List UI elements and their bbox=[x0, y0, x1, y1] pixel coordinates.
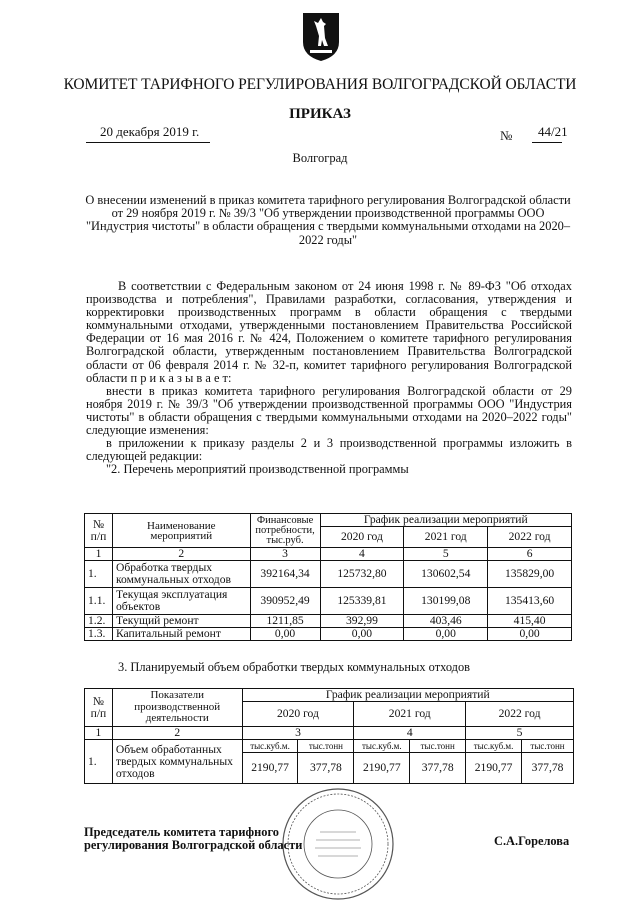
table-row bbox=[85, 628, 572, 641]
col-header-schedule: График реализации мероприятий bbox=[320, 514, 571, 527]
value-2021-m3: 2190,77 bbox=[354, 753, 410, 784]
document-body bbox=[86, 280, 572, 476]
row-2021: 130602,54 bbox=[404, 561, 488, 588]
row-name: Обработка твердых коммунальных отходов bbox=[112, 561, 250, 588]
col-number: 1 bbox=[85, 548, 113, 561]
unit-m3: тыс.куб.м. bbox=[466, 740, 522, 753]
section-2-title: "2. Перечень мероприятий производственной программы bbox=[106, 462, 409, 477]
date-underline bbox=[86, 142, 210, 143]
col-header-indicator: Показатели производственной деятельности bbox=[112, 689, 242, 727]
row-2020: 125339,81 bbox=[320, 588, 404, 615]
col-number: 5 bbox=[404, 548, 488, 561]
coat-of-arms-emblem bbox=[302, 12, 340, 62]
row-num: 1. bbox=[85, 561, 113, 588]
col-number: 1 bbox=[85, 727, 113, 740]
point-1-paragraph: внести в приказ комитета тарифного регулирования Волгоградской области от 29 ноября 2019 г. № 39/3 "Об утверждении производственной программы ООО "Индустрия чистоты" в области обращения с твердыми коммунальными отходами на 2020–2022 годы" следующие изменения: bbox=[86, 383, 572, 438]
value-2022-m3: 2190,77 bbox=[466, 753, 522, 784]
activities-table bbox=[84, 513, 572, 641]
city: Волгоград bbox=[292, 151, 348, 165]
col-header-2021: 2021 год bbox=[354, 702, 466, 727]
row-2020: 125732,80 bbox=[320, 561, 404, 588]
col-header-finance: Финансовые потребности, тыс.руб. bbox=[250, 514, 320, 548]
number-sign: № bbox=[500, 128, 513, 143]
col-header-2020: 2020 год bbox=[320, 527, 404, 548]
row-2020: 392,99 bbox=[320, 615, 404, 628]
number-underline bbox=[532, 142, 562, 143]
signer-name: С.А.Горелова bbox=[494, 834, 570, 848]
organization-title: КОМИТЕТ ТАРИФНОГО РЕГУЛИРОВАНИЯ ВОЛГОГРАДСКОЙ ОБЛАСТИ bbox=[63, 76, 577, 93]
col-header-num: № п/п bbox=[85, 689, 113, 727]
col-number: 5 bbox=[466, 727, 574, 740]
col-header-name: Наименование мероприятий bbox=[112, 514, 250, 548]
section-3-title: 3. Планируемый объем обработки твердых коммунальных отходов bbox=[118, 660, 471, 674]
table-row bbox=[85, 561, 572, 588]
row-num: 1. bbox=[85, 740, 113, 784]
point-2-paragraph: в приложении к приказу разделы 2 и 3 производственной программы изложить в следующей редакции: bbox=[86, 436, 572, 464]
row-name: Объем обработанных твердых коммунальных отходов bbox=[112, 740, 242, 784]
col-header-2021: 2021 год bbox=[404, 527, 488, 548]
table-row bbox=[85, 588, 572, 615]
row-name: Капитальный ремонт bbox=[112, 628, 250, 641]
volume-table bbox=[84, 688, 574, 784]
row-finance: 0,00 bbox=[250, 628, 320, 641]
col-header-num: № п/п bbox=[85, 514, 113, 548]
col-header-schedule: График реализации мероприятий bbox=[242, 689, 573, 702]
value-2021-t: 377,78 bbox=[410, 753, 466, 784]
col-number: 3 bbox=[242, 727, 354, 740]
document-type: ПРИКАЗ bbox=[289, 106, 351, 122]
value-2020-m3: 2190,77 bbox=[242, 753, 298, 784]
col-number: 2 bbox=[112, 727, 242, 740]
unit-m3: тыс.куб.м. bbox=[354, 740, 410, 753]
row-name: Текущая эксплуатация объектов bbox=[112, 588, 250, 615]
unit-t: тыс.тонн bbox=[522, 740, 574, 753]
row-2022: 135413,60 bbox=[488, 588, 572, 615]
column-numbers-row bbox=[85, 548, 572, 561]
col-header-2022: 2022 год bbox=[488, 527, 572, 548]
col-header-2020: 2020 год bbox=[242, 702, 354, 727]
table-row bbox=[85, 615, 572, 628]
col-number: 6 bbox=[488, 548, 572, 561]
row-2022: 0,00 bbox=[488, 628, 572, 641]
unit-t: тыс.тонн bbox=[298, 740, 354, 753]
col-header-2022: 2022 год bbox=[466, 702, 574, 727]
row-2022: 135829,00 bbox=[488, 561, 572, 588]
row-2021: 0,00 bbox=[404, 628, 488, 641]
value-2022-t: 377,78 bbox=[522, 753, 574, 784]
col-number: 2 bbox=[112, 548, 250, 561]
document-subject: О внесении изменений в приказ комитета тарифного регулирования Волгоградской области от 29 ноября 2019 г. № 39/3 "Об утверждении производственной программы ООО "Индустрия чистоты" в области обращения с твердыми коммунальными отходами на 2020–2022 годы" bbox=[85, 193, 571, 247]
col-number: 4 bbox=[320, 548, 404, 561]
preamble-paragraph: В соответствии с Федеральным законом от 24 июня 1998 г. № 89-ФЗ "Об отходах производства и потребления", Правилами разработки, согласования, утверждения и корректировки производственных программ в области обращения с твердыми коммунальными отходами, утвержденными постановлением Правительства Российской Федерации от 16 мая 2016 г. № 424, Положением о комитете тарифного регулирования Волгоградской области, утвержденным постановлением Правительства Волгоградской области от 06 февраля 2014 г. № 32-п, комитет тарифного регулирования Волгоградской области п р и к а з ы в а е т: bbox=[86, 279, 572, 385]
row-finance: 390952,49 bbox=[250, 588, 320, 615]
row-num: 1.1. bbox=[85, 588, 113, 615]
col-number: 4 bbox=[354, 727, 466, 740]
row-finance: 392164,34 bbox=[250, 561, 320, 588]
value-2020-t: 377,78 bbox=[298, 753, 354, 784]
unit-t: тыс.тонн bbox=[410, 740, 466, 753]
signer-position-line1: Председатель комитета тарифного bbox=[84, 825, 279, 839]
row-num: 1.2. bbox=[85, 615, 113, 628]
row-2021: 403,46 bbox=[404, 615, 488, 628]
row-finance: 1211,85 bbox=[250, 615, 320, 628]
row-2021: 130199,08 bbox=[404, 588, 488, 615]
column-numbers-row bbox=[85, 727, 574, 740]
document-date: 20 декабря 2019 г. bbox=[100, 124, 200, 139]
table-row bbox=[85, 740, 574, 753]
signer-position bbox=[84, 826, 302, 852]
col-number: 3 bbox=[250, 548, 320, 561]
unit-m3: тыс.куб.м. bbox=[242, 740, 298, 753]
row-name: Текущий ремонт bbox=[112, 615, 250, 628]
document-number: 44/21 bbox=[538, 124, 568, 139]
row-2022: 415,40 bbox=[488, 615, 572, 628]
signer-position-line2: регулирования Волгоградской области bbox=[84, 838, 303, 852]
row-2020: 0,00 bbox=[320, 628, 404, 641]
row-num: 1.3. bbox=[85, 628, 113, 641]
